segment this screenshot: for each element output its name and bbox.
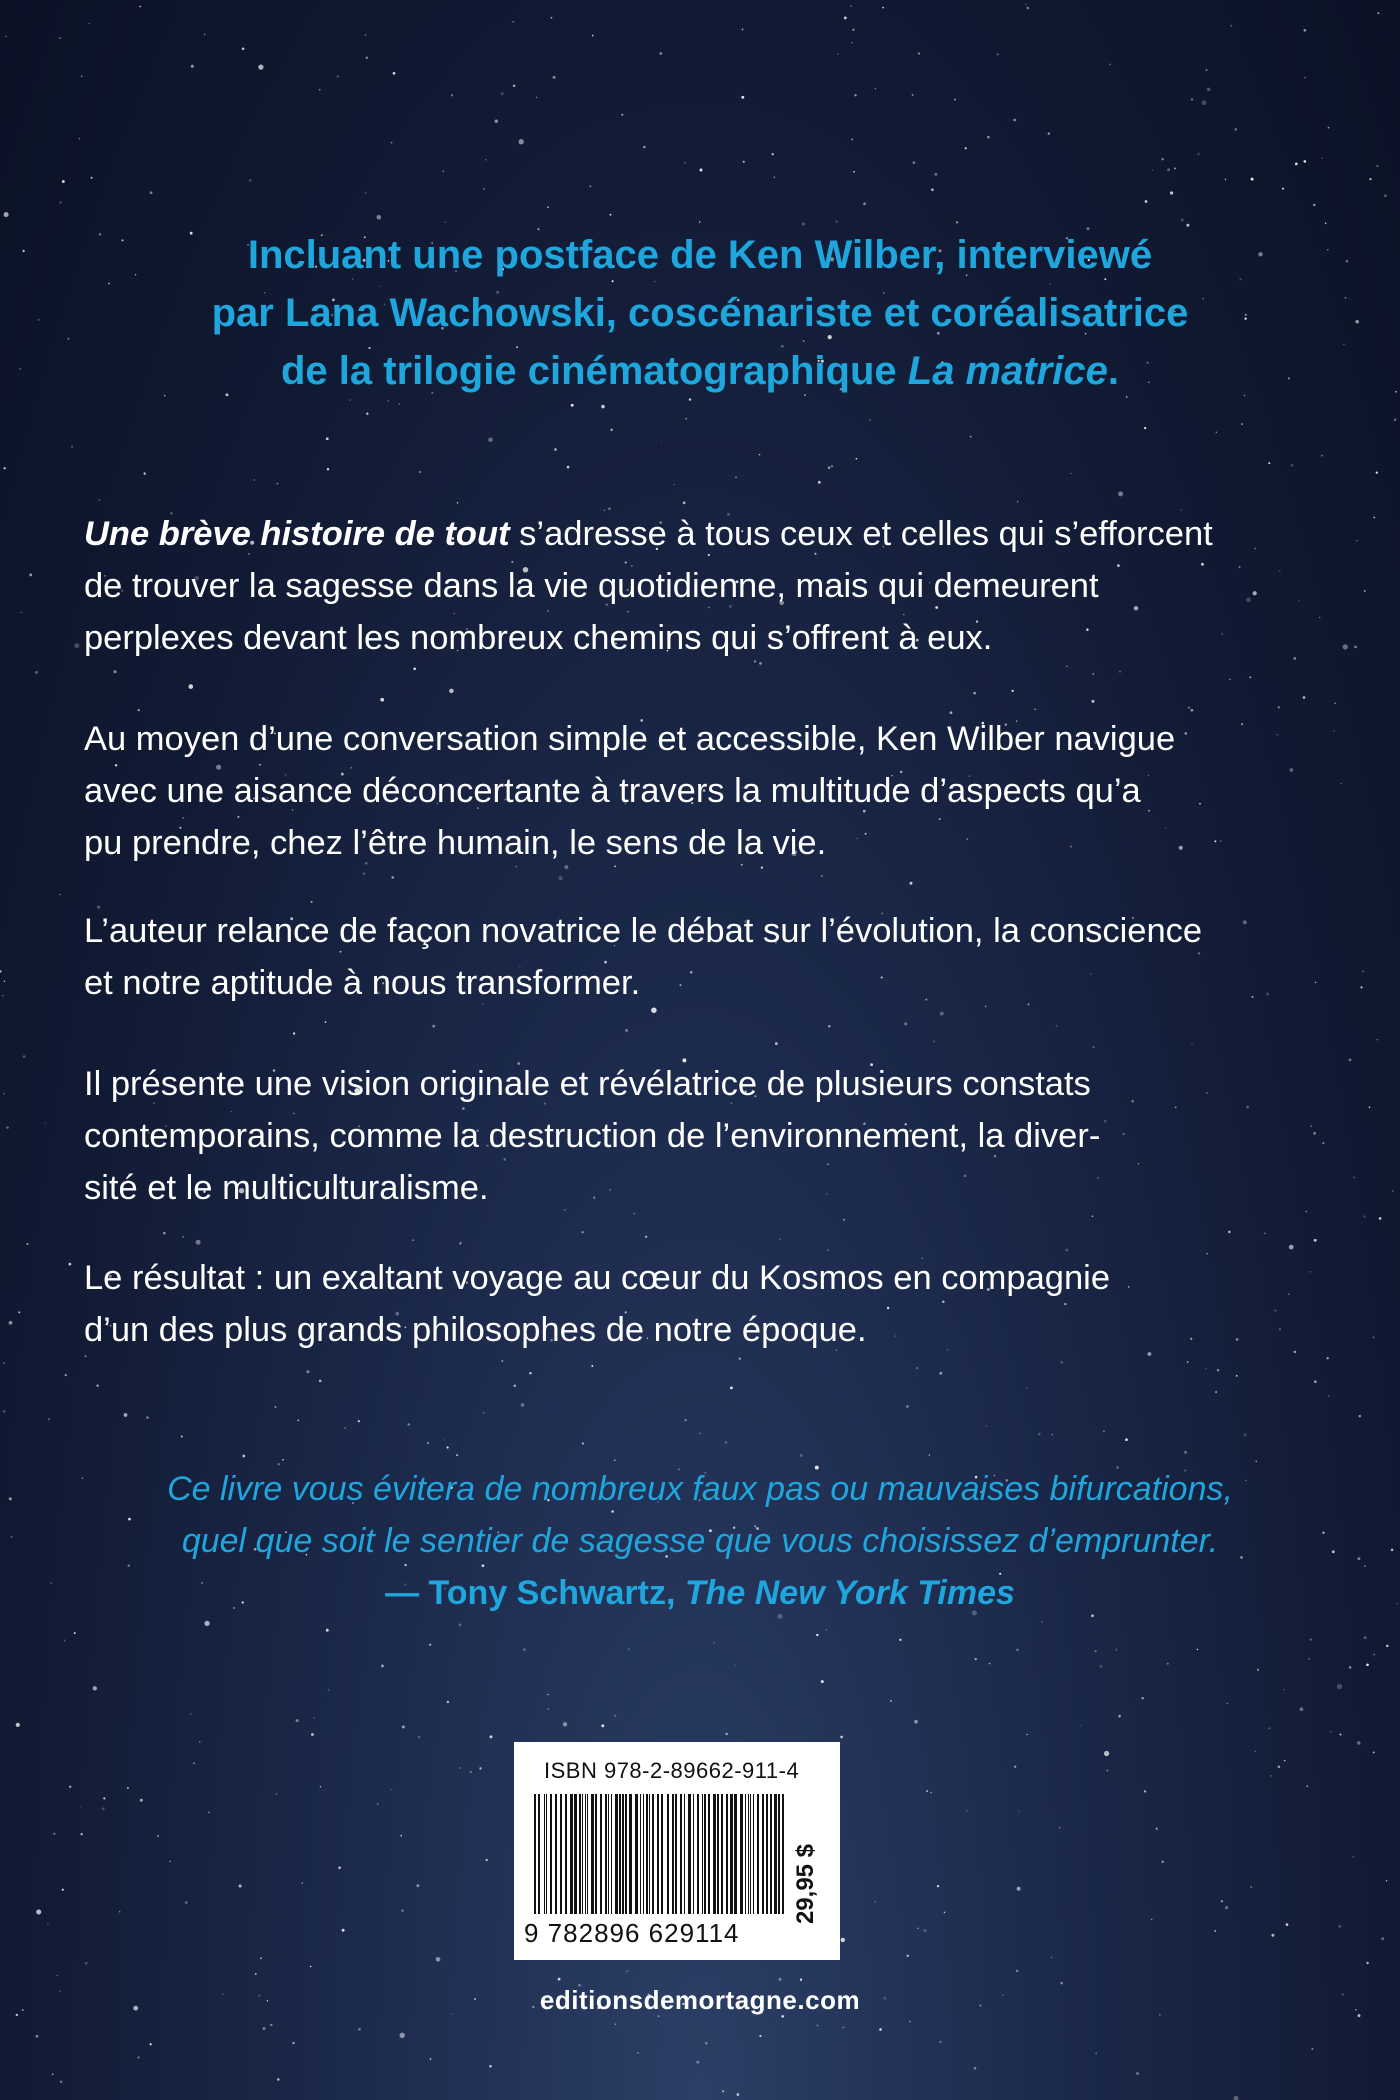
barcode-bar [757, 1794, 759, 1914]
barcode-bar [657, 1794, 659, 1914]
paragraph-line [84, 508, 1324, 560]
film-title: La matrice [907, 349, 1108, 393]
barcode-bar [702, 1794, 703, 1914]
barcode-bar [625, 1794, 627, 1914]
barcode-bar [734, 1794, 737, 1914]
description-paragraph [84, 905, 1324, 1009]
quote-source: The New York Times [684, 1574, 1015, 1612]
barcode-bar [546, 1794, 547, 1914]
barcode-bar [684, 1794, 685, 1914]
publisher-website: editionsdemortagne.com [539, 1985, 861, 2015]
paragraph-line: pu prendre, chez l’être humain, le sens de la vie. [84, 824, 827, 862]
barcode-bar [649, 1794, 650, 1914]
barcode-bar [544, 1794, 545, 1914]
paragraph-line: L’auteur relance de façon novatrice le débat sur l’évolution, la conscience [84, 912, 1203, 950]
barcode-bar [635, 1794, 638, 1914]
barcode-bar [726, 1794, 728, 1914]
barcode-bar [600, 1794, 602, 1914]
paragraph-line: et notre aptitude à nous transformer. [84, 964, 641, 1002]
quote-line: Ce livre vous évitera de nombreux faux pas ou mauvaises bifurcations, [167, 1470, 1233, 1508]
press-quote [60, 1463, 1340, 1619]
barcode-bar [574, 1794, 577, 1914]
isbn-label: ISBN 978-2-89662-911-4 [544, 1758, 800, 1783]
barcode-bar [619, 1794, 621, 1914]
barcode-bar [570, 1794, 573, 1914]
book-title: Une brève histoire de tout [84, 515, 510, 553]
barcode-bar [753, 1794, 754, 1914]
barcode-bar [704, 1794, 706, 1914]
quote-line: quel que soit le sentier de sagesse que vous choisissez d’emprunter. [181, 1522, 1219, 1560]
paragraph-line: sité et le multiculturalisme. [84, 1169, 489, 1207]
barcode-bar [782, 1794, 784, 1914]
barcode-bar [595, 1794, 597, 1914]
barcode-bar [778, 1794, 780, 1914]
barcode-bar [688, 1794, 691, 1914]
barcode-bar [646, 1794, 648, 1914]
barcode-bar [667, 1794, 669, 1914]
intro-line [100, 342, 1300, 400]
intro-text: . [1107, 349, 1119, 393]
barcode-bar [629, 1794, 632, 1914]
barcode-bar [534, 1794, 536, 1914]
barcode-bar [550, 1794, 552, 1914]
barcode-bar [745, 1794, 746, 1914]
paragraph-line: de trouver la sagesse dans la vie quotidienne, mais qui demeurent [84, 567, 1099, 605]
paragraph-line: avec une aisance déconcertante à travers la multitude d’aspects qu’a [84, 772, 1141, 810]
barcode-bar [675, 1794, 677, 1914]
barcode-icon [532, 1794, 788, 1914]
barcode-bar [622, 1794, 624, 1914]
barcode-bar [643, 1794, 644, 1914]
description-paragraph [84, 1058, 1324, 1214]
barcode-bar [721, 1794, 723, 1914]
barcode-bar [713, 1794, 716, 1914]
description-paragraph [84, 713, 1324, 869]
barcode-bar [605, 1794, 607, 1914]
paragraph-text: s’adresse à tous ceux et celles qui s’efforcent [509, 515, 1213, 553]
paragraph-line: perplexes devant les nombreux chemins qui s’offrent à eux. [84, 619, 993, 657]
paragraph-line: Le résultat : un exaltant voyage au cœur du Kosmos en compagnie [84, 1259, 1111, 1297]
barcode-bar [672, 1794, 674, 1914]
paragraph-line: Au moyen d’une conversation simple et accessible, Ken Wilber navigue [84, 720, 1176, 758]
barcode-bar [555, 1794, 557, 1914]
barcode-bar [582, 1794, 583, 1914]
barcode-bar [640, 1794, 641, 1914]
barcode-bar [693, 1794, 694, 1914]
intro-statement [100, 226, 1300, 400]
intro-line: Incluant une postface de Ken Wilber, interviewé [247, 233, 1153, 277]
barcode-bar [611, 1794, 612, 1914]
barcode-bar [774, 1794, 777, 1914]
barcode-bar [652, 1794, 654, 1914]
barcode-bar [585, 1794, 586, 1914]
barcode-digits: 9 782896 629114 [524, 1918, 740, 1948]
quote-attribution [60, 1567, 1340, 1619]
barcode-bar [661, 1794, 663, 1914]
description-paragraph [84, 508, 1324, 664]
description-paragraph [84, 1252, 1324, 1356]
barcode-bar [608, 1794, 609, 1914]
barcode-bar [591, 1794, 594, 1914]
barcode-bar [717, 1794, 719, 1914]
barcode-panel [514, 1742, 840, 1960]
barcode-bar [565, 1794, 567, 1914]
barcode-bar [560, 1794, 562, 1914]
barcode-bar [615, 1794, 618, 1914]
barcode-bar [697, 1794, 699, 1914]
intro-line: par Lana Wachowski, coscénariste et coréalisatrice [211, 291, 1189, 335]
barcode-bar [762, 1794, 764, 1914]
quote-author: — Tony Schwartz, [385, 1574, 685, 1612]
paragraph-line: d’un des plus grands philosophes de notre époque. [84, 1311, 867, 1349]
barcode-bar [538, 1794, 540, 1914]
barcode-bar [708, 1794, 710, 1914]
barcode-bar [730, 1794, 733, 1914]
paragraph-line: Il présente une vision originale et révélatrice de plusieurs constats [84, 1065, 1091, 1103]
barcode-bar [766, 1794, 768, 1914]
barcode-bar [740, 1794, 743, 1914]
barcode-bar [587, 1794, 588, 1914]
barcode-bar [770, 1794, 772, 1914]
paragraph-line: contemporains, comme la destruction de l’environnement, la diver- [84, 1117, 1101, 1155]
barcode-bar [680, 1794, 682, 1914]
barcode-bar [748, 1794, 749, 1914]
intro-text: de la trilogie cinématographique [280, 349, 908, 393]
price-label: 29,95 $ [792, 1843, 819, 1925]
barcode-bar [579, 1794, 581, 1914]
barcode-bar [750, 1794, 751, 1914]
